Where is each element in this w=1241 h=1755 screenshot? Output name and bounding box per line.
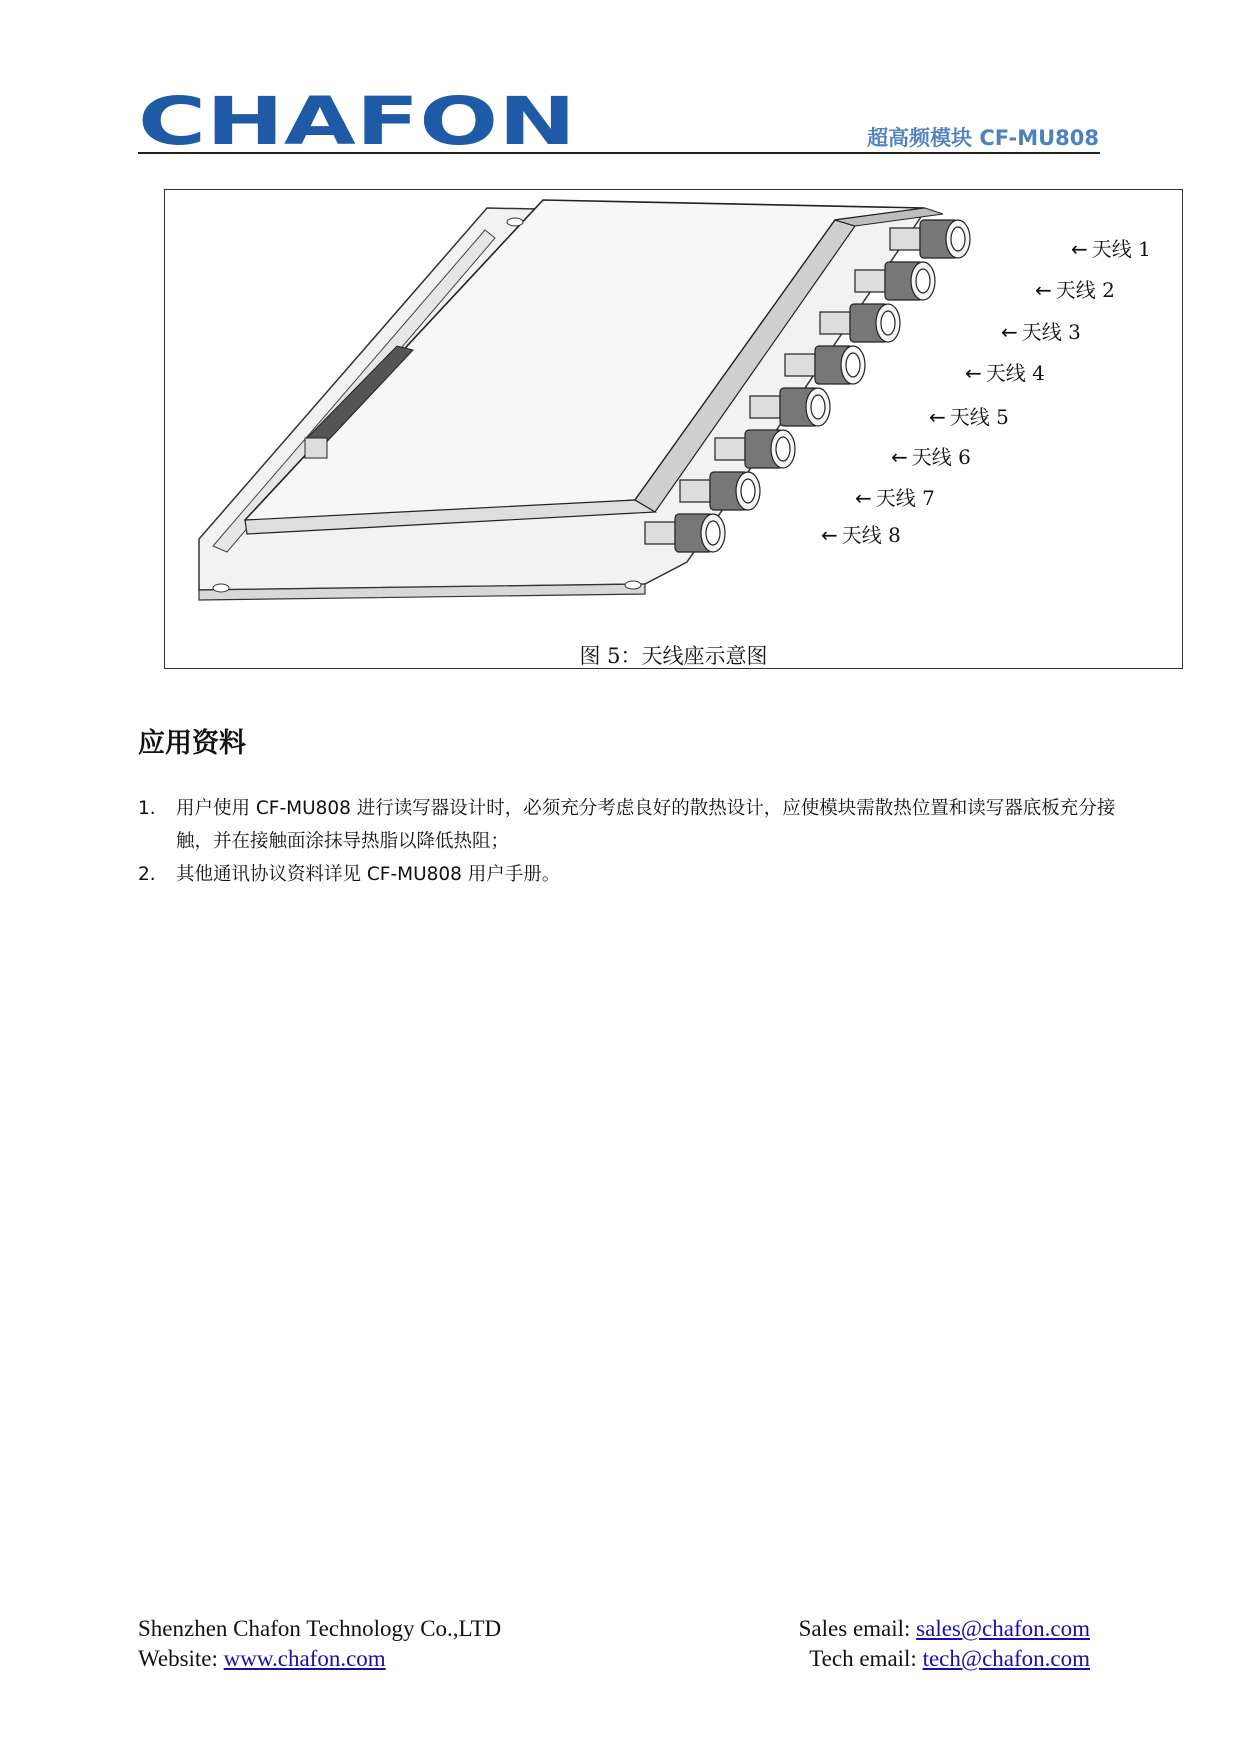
list-text: 用户使用 CF-MU808 进行读写器设计时，必须充分考虑良好的散热设计，应使模块需散热位置和读写器底板充分接触，并在接触面涂抹导热脂以降低热阻； — [176, 798, 1116, 852]
antenna-label-6: ← 天线 6 — [891, 445, 971, 469]
tech-email-line: Tech email: tech@chafon.com — [809, 1646, 1090, 1671]
chafon-logo — [138, 92, 578, 147]
arrow-left-icon: ← — [821, 523, 838, 547]
company-name: Shenzhen Chafon Technology Co.,LTD — [138, 1616, 502, 1641]
sales-email-line: Sales email: sales@chafon.com — [798, 1616, 1090, 1641]
section-heading: 应用资料 — [138, 728, 246, 759]
list-number: 2. — [138, 864, 156, 885]
arrow-left-icon: ← — [965, 361, 982, 385]
arrow-left-icon: ← — [929, 405, 946, 429]
application-notes-list — [138, 792, 1118, 891]
website-link[interactable]: www.chafon.com — [223, 1646, 386, 1671]
arrow-left-icon: ← — [891, 445, 908, 469]
arrow-left-icon: ← — [1035, 278, 1052, 302]
list-text: 其他通讯协议资料详见 CF-MU808 用户手册。 — [176, 864, 561, 885]
arrow-left-icon: ← — [1001, 320, 1018, 344]
antenna-label-8: ← 天线 8 — [821, 523, 901, 547]
antenna-label-4: ← 天线 4 — [965, 361, 1045, 385]
svg-text:CHAFON: CHAFON — [138, 92, 576, 147]
list-item — [138, 858, 1118, 891]
antenna-label-5: ← 天线 5 — [929, 405, 1009, 429]
header-divider — [138, 152, 1100, 154]
antenna-label-1: ← 天线 1 — [1071, 237, 1151, 261]
header-title: 超高频模块 CF-MU808 — [867, 126, 1099, 150]
arrow-left-icon: ← — [1071, 237, 1088, 261]
website-line: Website: www.chafon.com — [138, 1646, 386, 1671]
module-illustration — [165, 190, 1181, 667]
antenna-label-2: ← 天线 2 — [1035, 278, 1115, 302]
list-item — [138, 792, 1118, 858]
arrow-left-icon: ← — [855, 486, 872, 510]
footer-left — [138, 1614, 501, 1674]
footer-right — [799, 1614, 1090, 1674]
figure-caption: 图 5：天线座示意图 — [579, 644, 768, 668]
antenna-label-3: ← 天线 3 — [1001, 320, 1081, 344]
antenna-label-7: ← 天线 7 — [855, 486, 935, 510]
sales-email-link[interactable]: sales@chafon.com — [916, 1616, 1090, 1641]
list-number: 1. — [138, 798, 156, 819]
tech-email-link[interactable]: tech@chafon.com — [922, 1646, 1090, 1671]
figure-antenna-diagram — [164, 189, 1183, 669]
